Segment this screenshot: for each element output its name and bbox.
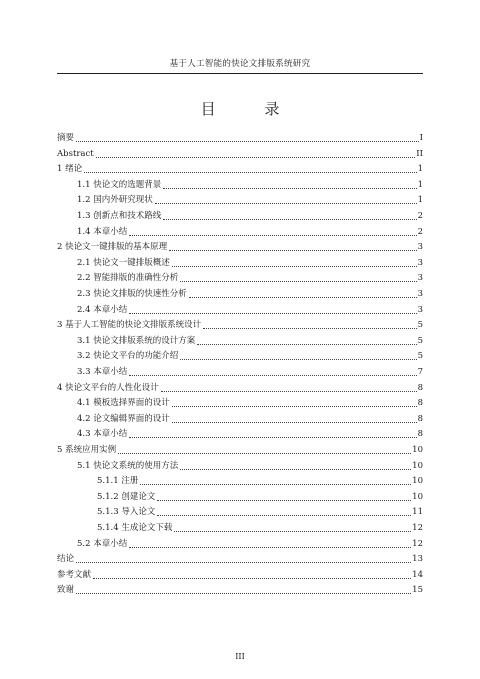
toc-entry[interactable]	[57, 164, 423, 175]
toc-entry[interactable]	[77, 336, 423, 347]
toc-entry-title: 3.2 快论文平台的功能介绍	[77, 351, 179, 362]
toc-entry[interactable]	[57, 383, 423, 394]
page-number: III	[235, 652, 245, 661]
toc-entry-page: 10	[412, 460, 423, 471]
toc-entry-page: 3	[417, 242, 423, 253]
toc-leader-dots	[163, 218, 416, 220]
toc-entry[interactable]	[77, 461, 423, 472]
toc-entry-title: 摘要	[57, 133, 75, 143]
toc-leader-dots	[93, 577, 411, 579]
toc-entry-page: 14	[412, 569, 423, 580]
toc-entry-page: 5	[417, 335, 423, 346]
toc-entry-page: 5	[417, 351, 423, 362]
toc-entry-page: 8	[417, 429, 423, 440]
toc-leader-dots	[157, 499, 411, 501]
toc-leader-dots	[118, 452, 411, 454]
toc-entry-page: 2	[417, 211, 423, 221]
toc-leader-dots	[84, 171, 416, 173]
toc-entry-title: 结论	[57, 554, 75, 565]
toc-entry-title: 5.1.1 注册	[97, 476, 139, 487]
toc-entry-page: 3	[417, 257, 423, 268]
toc-entry-title: 1.2 国内外研究现状	[77, 195, 153, 206]
toc-entry-title: 1.4 本章小结	[77, 226, 128, 237]
toc-leader-dots	[140, 483, 411, 485]
toc-entry[interactable]	[77, 351, 423, 362]
toc-entry-page: 5	[417, 320, 423, 331]
toc-leader-dots	[180, 468, 411, 470]
toc-entry[interactable]	[77, 180, 423, 191]
toc-leader-dots	[129, 546, 411, 548]
toc-leader-dots	[129, 234, 416, 236]
toc-leader-dots	[180, 280, 416, 282]
toc-entry[interactable]	[77, 273, 423, 284]
toc-entry-title: 1.3 创新点和技术路线	[77, 211, 162, 221]
toc-entry[interactable]	[77, 289, 423, 300]
toc-entry-page: 8	[417, 413, 423, 424]
toc-entry-page: 3	[417, 273, 423, 284]
toc-entry-page: 12	[412, 538, 423, 549]
toc-entry-title: 5.2 本章小结	[77, 538, 128, 549]
toc-entry-page: 8	[417, 382, 423, 393]
toc-leader-dots	[172, 405, 417, 407]
toc-entry-title: 2.3 快论文排版的快速性分析	[77, 289, 187, 299]
toc-leader-dots	[197, 343, 416, 345]
toc-entry-page: 11	[412, 507, 423, 518]
toc-entry-title: 4 快论文平台的人性化设计	[57, 382, 159, 393]
toc-leader-dots	[169, 249, 416, 251]
toc-entry[interactable]	[77, 429, 423, 440]
toc-leader-dots	[76, 140, 419, 142]
toc-leader-dots	[96, 156, 416, 158]
toc-title: 目 录	[200, 100, 302, 118]
toc-entry[interactable]	[77, 258, 423, 269]
toc-entry-page: I	[419, 133, 423, 143]
toc-entry[interactable]	[57, 570, 423, 581]
toc-leader-dots	[189, 296, 417, 298]
toc-entry-title: 2.2 智能排版的准确性分析	[77, 273, 179, 284]
toc-entry-page: 10	[412, 491, 423, 502]
toc-entry-title: 2 快论文一键排版的基本原理	[57, 242, 168, 253]
toc-entry[interactable]	[57, 554, 423, 565]
toc-entry-title: 参考文献	[57, 569, 92, 580]
toc-entry[interactable]	[97, 492, 423, 503]
toc-entry[interactable]	[97, 523, 423, 534]
toc-entry[interactable]	[97, 507, 423, 518]
toc-entry[interactable]	[77, 211, 423, 222]
toc-entry-page: 3	[417, 304, 423, 315]
toc-entry-title: 致谢	[57, 585, 75, 596]
toc-leader-dots	[180, 358, 416, 360]
toc-entry[interactable]	[57, 149, 423, 160]
toc-entry-title: 3 基于人工智能的快论文排版系统设计	[57, 320, 202, 331]
toc-entry-page: 15	[412, 585, 423, 596]
toc-entry-page: 3	[417, 289, 423, 299]
toc-entry-page: 1	[417, 164, 423, 175]
toc-entry[interactable]	[57, 320, 423, 331]
toc-leader-dots	[129, 312, 416, 314]
toc-entry-title: Abstract	[57, 148, 94, 159]
toc-entry[interactable]	[57, 242, 423, 253]
toc-leader-dots	[163, 187, 416, 189]
toc-entry-page: 10	[412, 476, 423, 487]
toc-entry-page: 7	[417, 367, 423, 377]
toc-entry-title: 3.3 本章小结	[77, 367, 128, 377]
toc-entry-title: 1 绪论	[57, 164, 83, 175]
toc-leader-dots	[172, 265, 417, 267]
toc-entry-title: 5.1.3 导入论文	[97, 507, 156, 518]
toc-entry-title: 4.3 本章小结	[77, 429, 128, 440]
toc-leader-dots	[155, 202, 417, 204]
toc-entry-page: 12	[412, 523, 423, 533]
toc-entry[interactable]	[77, 305, 423, 316]
toc-entry-title: 1.1 快论文的选题背景	[77, 179, 162, 190]
toc-entry-title: 4.1 模板选择界面的设计	[77, 398, 170, 409]
toc-entry[interactable]	[57, 445, 423, 456]
toc-leader-dots	[172, 421, 417, 423]
toc-entry-page: 8	[417, 398, 423, 409]
toc-entry[interactable]	[77, 367, 423, 378]
toc-entry-page: 2	[417, 226, 423, 237]
toc-entry-page: 10	[412, 445, 423, 455]
toc-leader-dots	[76, 561, 411, 563]
toc-entry[interactable]	[77, 539, 423, 550]
toc-leader-dots	[161, 390, 417, 392]
toc-leader-dots	[129, 436, 416, 438]
toc-entry-title: 4.2 论文编辑界面的设计	[77, 413, 170, 424]
toc-entry[interactable]	[77, 195, 423, 206]
toc-entry-title: 3.1 快论文排版系统的设计方案	[77, 335, 196, 346]
toc-leader-dots	[174, 530, 411, 532]
toc-entry[interactable]	[77, 227, 423, 238]
toc-entry-title: 5.1.4 生成论文下载	[97, 523, 173, 533]
toc-entry-title: 5.1.2 创建论文	[97, 491, 156, 502]
toc-entry-title: 2.1 快论文一键排版概述	[77, 257, 170, 268]
toc-entry[interactable]	[57, 585, 423, 596]
toc-entry-title: 5 系统应用实例	[57, 445, 117, 455]
toc-entry-title: 2.4 本章小结	[77, 304, 128, 315]
toc-entry-page: 13	[412, 554, 423, 565]
toc-leader-dots	[203, 327, 416, 329]
toc-entry-title: 5.1 快论文系统的使用方法	[77, 460, 179, 471]
toc-leader-dots	[129, 374, 416, 376]
toc-entry[interactable]	[77, 398, 423, 409]
toc-entry[interactable]	[77, 414, 423, 425]
toc-entry[interactable]	[57, 133, 423, 144]
toc-entry-page: 1	[417, 179, 423, 190]
toc-entry-page: II	[416, 148, 423, 159]
toc-leader-dots	[157, 514, 411, 516]
toc-entry-page: 1	[417, 195, 423, 206]
running-header: 基于人工智能的快论文排版系统研究	[169, 59, 311, 69]
toc-entry[interactable]	[97, 476, 423, 487]
toc-leader-dots	[76, 592, 411, 594]
